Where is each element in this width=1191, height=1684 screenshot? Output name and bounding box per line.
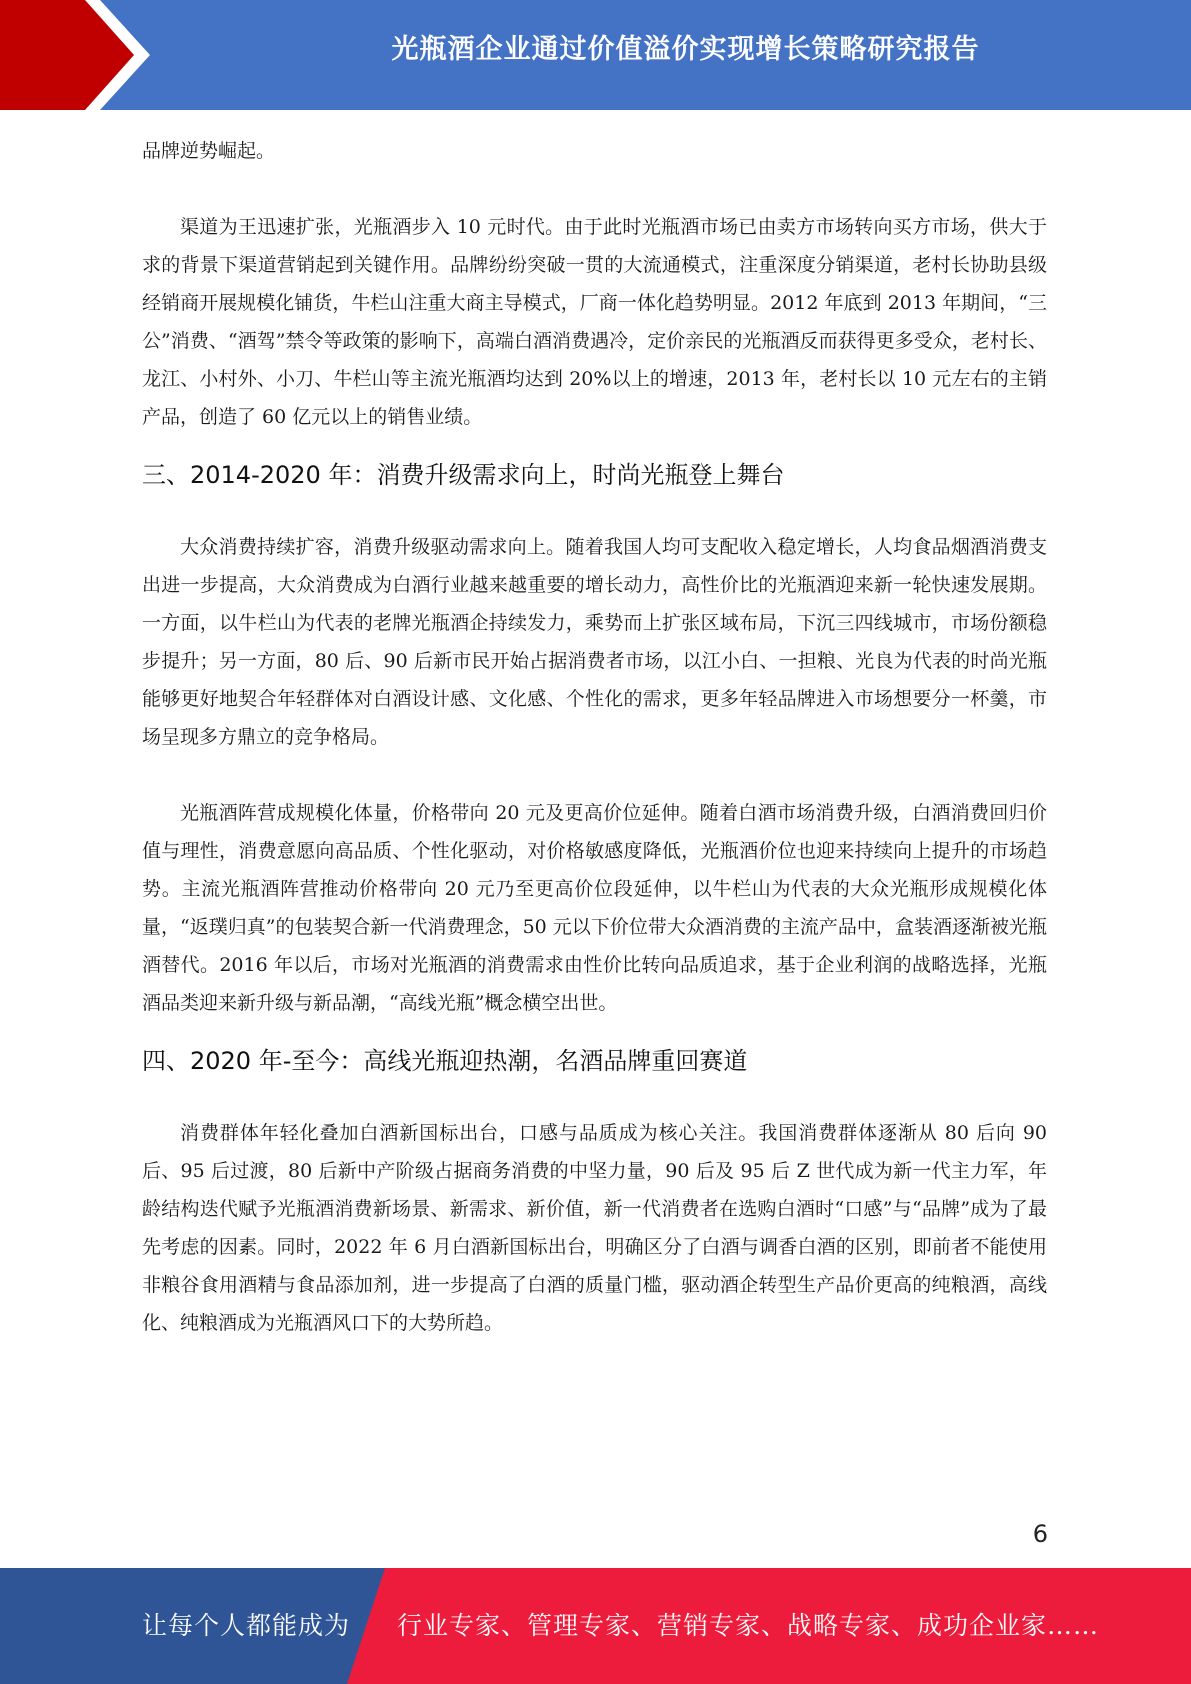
paragraph-consumption-upgrade: 大众消费持续扩容，消费升级驱动需求向上。随着我国人均可支配收入稳定增长，人均食品烟酒消费支出进一步提高，大众消费成为白酒行业越来越重要的增长动力，高性价比的光瓶酒迎来新一轮快速发展期。一方面，以牛栏山为代表的老牌光瓶酒企持续发力，乘势而上扩张区域布局，下沉三四线城市，市场份额稳步提升；另一方面，80 后、90 后新市民开始占据消费者市场，以江小白、一担粮、光良为代表的时尚光瓶能够更好地契合年轻群体对白酒设计感、文化感、个性化的需求，更多年轻品牌进入市场想要分一杯羹，市场呈现多方鼎立的竞争格局。 (142, 536, 1047, 748)
header-chevron-graphic (0, 0, 200, 110)
page-footer (0, 1568, 1191, 1684)
paragraph-new-standard: 消费群体年轻化叠加白酒新国标出台，口感与品质成为核心关注。我国消费群体逐渐从 80 后向 90 后、95 后过渡，80 后新中产阶级占据商务消费的中坚力量，90 后及 95 后 Z 世代成为新一代主力军，年龄结构迭代赋予光瓶酒消费新场景、新需求、新价值，新一代消费者在选购白酒时“口感”与“品牌”成为了最先考虑的因素。同时，2022 年 6 月白酒新国标出台，明确区分了白酒与调香白酒的区别，即前者不能使用非粮谷食用酒精与食品添加剂，进一步提高了白酒的质量门槛，驱动酒企转型生产品价更高的纯粮酒，高线化、纯粮酒成为光瓶酒风口下的大势所趋。 (142, 1122, 1047, 1334)
section-heading-4: 四、2020 年-至今：高线光瓶迎热潮，名酒品牌重回赛道 (142, 1047, 748, 1075)
report-title: 光瓶酒企业通过价值溢价实现增长策略研究报告 (391, 34, 980, 65)
paragraph-channel-expansion: 渠道为王迅速扩张，光瓶酒步入 10 元时代。由于此时光瓶酒市场已由卖方市场转向买方市场，供大于求的背景下渠道营销起到关键作用。品牌纷纷突破一贯的大流通模式，注重深度分销渠道，老村长协助县级经销商开展规模化铺货，牛栏山注重大商主导模式，厂商一体化趋势明显。2012 年底到 2013 年期间，“三公”消费、“酒驾”禁令等政策的影响下，高端白酒消费遇冷，定价亲民的光瓶酒反而获得更多受众，老村长、龙江、小村外、小刀、牛栏山等主流光瓶酒均达到 20%以上的增速，2013 年，老村长以 10 元左右的主销产品，创造了 60 亿元以上的销售业绩。 (142, 216, 1047, 428)
section-heading-3: 三、2014-2020 年：消费升级需求向上，时尚光瓶登上舞台 (142, 461, 785, 489)
footer-slogan-right: 行业专家、管理专家、营销专家、战略专家、成功企业家…… (397, 1611, 1100, 1640)
page-number: 6 (1032, 1520, 1048, 1548)
paragraph-continuation: 品牌逆势崛起。 (142, 140, 276, 162)
document-body (142, 132, 1047, 1342)
paragraph-price-band: 光瓶酒阵营成规模化体量，价格带向 20 元及更高价位延伸。随着白酒市场消费升级，白酒消费回归价值与理性，消费意愿向高品质、个性化驱动，对价格敏感度降低，光瓶酒价位也迎来持续向上提升的市场趋势。主流光瓶酒阵营推动价格带向 20 元乃至更高价位段延伸，以牛栏山为代表的大众光瓶形成规模化体量，“返璞归真”的包装契合新一代消费理念，50 元以下价位带大众酒消费的主流产品中，盒装酒逐渐被光瓶酒替代。2016 年以后，市场对光瓶酒的消费需求由性价比转向品质追求，基于企业利润的战略选择，光瓶酒品类迎来新升级与新品潮，“高线光瓶”概念横空出世。 (142, 802, 1047, 1014)
page-header (0, 0, 1191, 110)
footer-slogan-left: 让每个人都能成为 (142, 1611, 351, 1640)
